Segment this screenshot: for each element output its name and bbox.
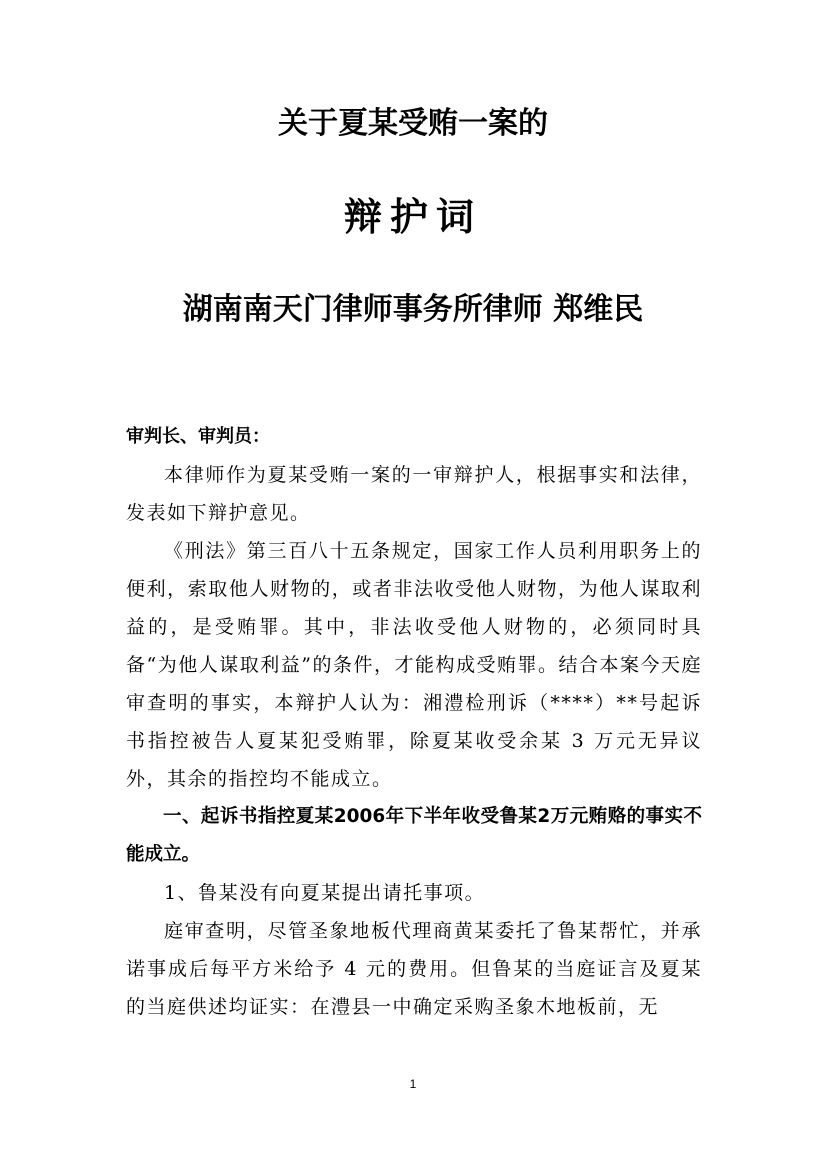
document-author: 湖南南天门律师事务所律师 郑维民	[182, 292, 644, 327]
paragraph-intro: 本律师作为夏某受贿一案的一审辩护人，根据事实和法律，发表如下辩护意见。	[126, 464, 702, 524]
sub-paragraph-1: 1、鲁某没有向夏某提出请托事项。	[164, 882, 486, 904]
sub-paragraph-2: 庭审查明，尽管圣象地板代理商黄某委托了鲁某帮忙，并承诺事成后每平方米给予 4 元的费用。但鲁某的当庭证言及夏某的当庭供述均证实：在澧县一中确定采购圣象木地板前，无	[126, 920, 702, 1018]
paragraph-criminal-law: 《刑法》第三百八十五条规定，国家工作人员利用职务上的便利，索取他人财物的，或者非法收受他人财物，为他人谋取利益的，是受贿罪。其中，非法收受他人财物的，必须同时具备“为他人谋取利益”的条件，才能构成受贿罪。结合本案今天庭审查明的事实，本辩护人认为：湘澧检刑诉（****）**号起诉书指控被告人夏某犯受贿罪，除夏某收受余某 3 万元无异议外，其余的指控均不能成立。	[126, 540, 702, 790]
salutation: 审判长、审判员：	[126, 426, 270, 447]
section-heading-1: 一、起诉书指控夏某2006年下半年收受鲁某2万元贿赂的事实不能成立。	[126, 806, 702, 865]
document-title-line1: 关于夏某受贿一案的	[278, 106, 548, 141]
page-number: 1	[409, 1077, 417, 1091]
document-title-line2: 辩护词	[343, 194, 482, 239]
document-body	[126, 418, 702, 1026]
